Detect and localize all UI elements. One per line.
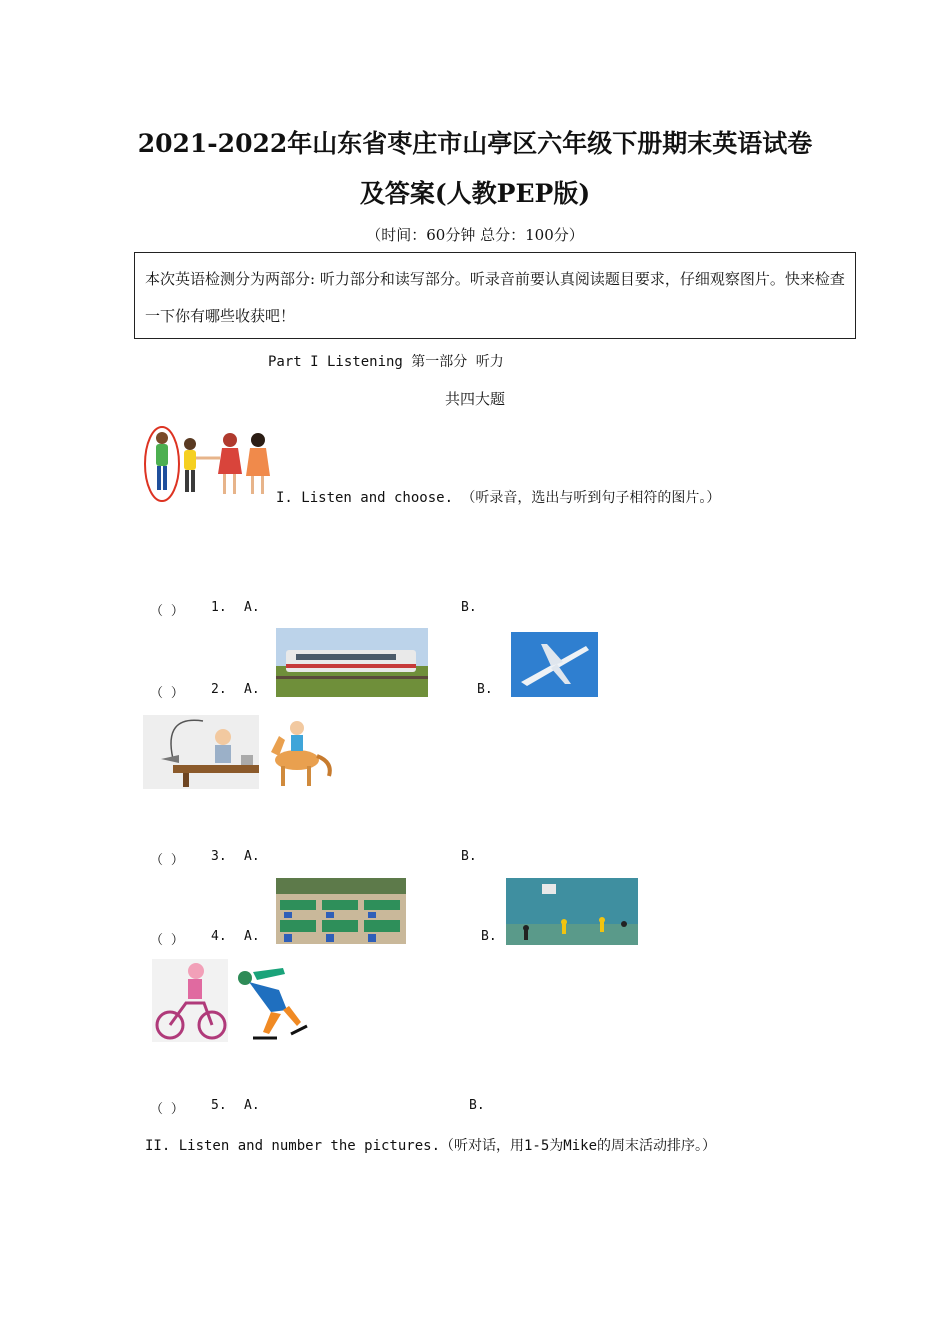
option-a-label: A. [244, 600, 260, 615]
speed-skating-icon [227, 962, 310, 1042]
section-1-title: I. Listen and choose. （听录音，选出与听到句子相符的图片。） [276, 490, 721, 506]
option-b-label: B. [469, 1098, 485, 1113]
option-a-label: A. [244, 929, 260, 944]
horse-riding-icon [259, 716, 336, 789]
question-1-row [150, 600, 184, 619]
option-a-label: A. [244, 682, 260, 697]
question-4-row [150, 929, 184, 948]
part-1-heading: Part I Listening 第一部分 听力 [268, 354, 504, 370]
part-1-subheading: 共四大题 [444, 390, 505, 408]
question-5-number: 5. [211, 1098, 227, 1113]
question-3-number: 3. [211, 849, 227, 864]
answer-blank[interactable]: （ ） [150, 604, 184, 619]
option-a-label: A. [244, 849, 260, 864]
train-photo [276, 628, 428, 697]
kids-walking-icon [142, 424, 276, 504]
option-b-label: B. [461, 849, 477, 864]
answer-blank[interactable]: （ ） [150, 933, 184, 948]
option-b-label: B. [481, 929, 497, 944]
question-1-number: 1. [211, 600, 227, 615]
document-title-line-2: 及答案(人教PEP版) [359, 179, 591, 208]
question-2-number: 2. [211, 682, 227, 697]
fishing-icon [143, 715, 259, 789]
option-b-label: B. [461, 600, 477, 615]
question-2-row [150, 682, 184, 701]
answer-blank[interactable]: （ ） [150, 853, 184, 868]
instructions-box [134, 252, 856, 339]
question-5-row [150, 1098, 184, 1117]
option-b-label: B. [477, 682, 493, 697]
airplane-photo [511, 632, 598, 697]
question-3-row [150, 849, 184, 868]
answer-blank[interactable]: （ ） [150, 1102, 184, 1117]
canteen-photo [276, 878, 406, 944]
question-4-number: 4. [211, 929, 227, 944]
instructions-text: 本次英语检测分为两部分: 听力部分和读写部分。听录音前要认真阅读题目要求，仔细观察图片。快来检查一下你有哪些收获吧！ [145, 270, 845, 325]
cycling-icon [152, 959, 228, 1042]
answer-blank[interactable]: （ ） [150, 686, 184, 701]
basketball-gym-photo [506, 878, 638, 945]
document-title-line-1: 2021-2022年山东省枣庄市山亭区六年级下册期末英语试卷 [137, 129, 813, 158]
option-a-label: A. [244, 1098, 260, 1113]
section-2-title: II. Listen and number the pictures.（听对话，用1-5为Mike的周末活动排序。） [145, 1138, 717, 1154]
time-and-score-info: （时间：60分钟 总分：100分） [366, 226, 584, 244]
